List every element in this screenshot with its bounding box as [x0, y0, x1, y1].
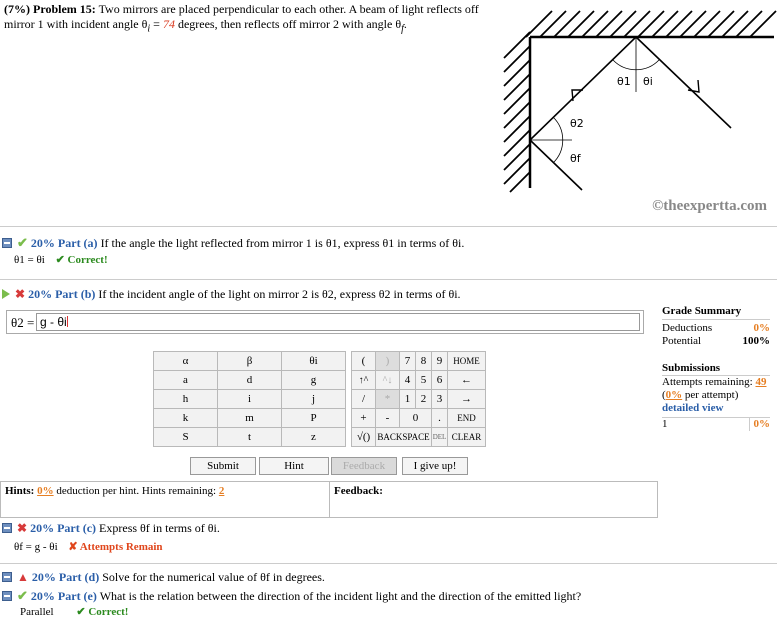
part-b-question: If the incident angle of the light on mirror 2 is θ2, express θ2 in terms of θi. — [98, 287, 461, 301]
part-c-question: Express θf in terms of θi. — [99, 521, 220, 535]
submissions-title: Submissions — [662, 362, 770, 376]
part-e-answer: Parallel ✔ Correct! — [20, 606, 129, 618]
cross-icon: ✖ — [17, 521, 28, 535]
part-e-question: What is the relation between the direction of the incident light and the direction of the emitted light? — [99, 589, 582, 603]
key-beta[interactable]: β — [218, 352, 282, 371]
checkmark-icon: ✔ — [17, 235, 28, 250]
potential-label: Potential — [662, 335, 702, 347]
key-4[interactable]: 4 — [400, 371, 416, 390]
key-p[interactable]: P — [282, 409, 346, 428]
potential-value: 100% — [742, 335, 770, 347]
key-multiply[interactable]: * — [376, 390, 400, 409]
key-j[interactable]: j — [282, 390, 346, 409]
divider — [0, 279, 777, 280]
key-del[interactable]: DEL — [432, 428, 448, 447]
answer-input[interactable]: g - θi — [36, 313, 640, 331]
grade-summary: Grade Summary Deductions 0% Potential 100% Submissions Attempts remaining: 49 (0% per attempt) detailed view 1 0% — [662, 305, 770, 430]
collapse-icon[interactable] — [2, 591, 12, 601]
key-backspace[interactable]: BACKSPACE — [376, 428, 432, 447]
cross-icon: ✖ — [15, 287, 26, 301]
give-up-button[interactable]: I give up! — [402, 457, 468, 475]
label-theta2: θ2 — [570, 117, 584, 130]
key-clear[interactable]: CLEAR — [448, 428, 486, 447]
part-a-question: If the angle the light reflected from mirror 1 is θ1, express θ1 in terms of θi. — [100, 236, 465, 250]
text-cursor — [67, 316, 68, 327]
key-7[interactable]: 7 — [400, 352, 416, 371]
attempts-remaining: 49 — [755, 376, 767, 388]
grade-summary-title: Grade Summary — [662, 305, 770, 320]
key-5[interactable]: 5 — [416, 371, 432, 390]
answer-label: θ2 = — [11, 315, 35, 330]
part-d-label: 20% Part (d) — [31, 570, 100, 584]
hints-info: Hints: 0% deduction per hint. Hints remaining: 2 — [5, 485, 225, 497]
part-b-row[interactable] — [2, 287, 461, 302]
key-right-arrow[interactable]: → — [448, 390, 486, 409]
key-9[interactable]: 9 — [432, 352, 448, 371]
label-theta1: θ1 — [617, 75, 631, 88]
key-s[interactable]: S — [154, 428, 218, 447]
hints-feedback-box — [0, 481, 658, 518]
key-minus[interactable]: - — [376, 409, 400, 428]
key-8[interactable]: 8 — [416, 352, 432, 371]
key-decimal[interactable]: . — [432, 409, 448, 428]
part-d-row[interactable] — [2, 570, 325, 585]
key-t[interactable]: t — [218, 428, 282, 447]
key-left-arrow[interactable]: ← — [448, 371, 486, 390]
label-thetaf: θf — [570, 152, 581, 165]
checkmark-icon: ✔ — [17, 588, 28, 603]
key-3[interactable]: 3 — [432, 390, 448, 409]
part-c-label: 20% Part (c) — [30, 521, 97, 535]
key-g[interactable]: g — [282, 371, 346, 390]
key-d[interactable]: d — [218, 371, 282, 390]
expand-arrow-icon[interactable] — [2, 289, 10, 299]
deductions-label: Deductions — [662, 322, 713, 334]
hint-button[interactable]: Hint — [259, 457, 329, 475]
warning-icon: ▲ — [17, 570, 29, 584]
key-m[interactable]: m — [218, 409, 282, 428]
key-z[interactable]: z — [282, 428, 346, 447]
copyright-watermark: ©theexpertta.com — [652, 198, 767, 214]
equation-keypad — [153, 351, 486, 447]
key-theta-i[interactable]: θi — [282, 352, 346, 371]
key-6[interactable]: 6 — [432, 371, 448, 390]
collapse-icon[interactable] — [2, 572, 12, 582]
collapse-icon[interactable] — [2, 238, 12, 248]
part-a-row[interactable] — [2, 235, 464, 251]
key-h[interactable]: h — [154, 390, 218, 409]
key-power-up[interactable]: ↑^ — [352, 371, 376, 390]
key-1[interactable]: 1 — [400, 390, 416, 409]
key-a[interactable]: a — [154, 371, 218, 390]
key-end[interactable]: END — [448, 409, 486, 428]
key-open-paren[interactable]: ( — [352, 352, 376, 371]
problem-weight: (7%) — [4, 2, 30, 16]
hints-remaining: 2 — [218, 485, 225, 497]
part-e-status: ✔ Correct! — [76, 606, 129, 618]
collapse-icon[interactable] — [2, 523, 12, 533]
key-i[interactable]: i — [218, 390, 282, 409]
key-0[interactable]: 0 — [400, 409, 432, 428]
problem-statement: (7%) Problem 15: Two mirrors are placed perpendicular to each other. A beam of light reflects off mirror 1 with incident angle $\theta_i = 74$ degrees, then reflects off mirror 2 with angle $\theta_f$. — [4, 2, 479, 35]
part-e-label: 20% Part (e) — [30, 589, 97, 603]
incident-angle-value: 74 — [162, 17, 175, 31]
part-e-row[interactable] — [2, 588, 581, 604]
key-k[interactable]: k — [154, 409, 218, 428]
part-d-question: Solve for the numerical value of θf in degrees. — [102, 570, 325, 584]
deductions-value: 0% — [753, 322, 770, 334]
part-c-answer: θf = g - θi ✘ Attempts Remain — [14, 541, 163, 553]
label-thetai: θi — [643, 75, 653, 88]
part-c-status: ✘ Attempts Remain — [68, 541, 163, 553]
per-attempt-deduction: 0% — [665, 389, 683, 401]
submission-row: 1 0% — [662, 418, 770, 430]
detailed-view-link[interactable]: detailed view — [662, 402, 724, 414]
feedback-label: Feedback: — [334, 485, 383, 497]
divider — [0, 226, 777, 227]
submit-button[interactable]: Submit — [190, 457, 256, 475]
key-home[interactable]: HOME — [448, 352, 486, 371]
key-power-down[interactable]: ^↓ — [376, 371, 400, 390]
key-2[interactable]: 2 — [416, 390, 432, 409]
key-sqrt[interactable]: √() — [352, 428, 376, 447]
part-a-label: 20% Part (a) — [30, 236, 98, 250]
hint-deduction: 0% — [37, 485, 54, 497]
mirror-diagram — [496, 0, 777, 218]
key-close-paren[interactable]: ) — [376, 352, 400, 371]
key-plus[interactable]: + — [352, 409, 376, 428]
key-divide[interactable]: / — [352, 390, 376, 409]
key-alpha[interactable]: α — [154, 352, 218, 371]
part-a-answer: θ1 = θi ✔ Correct! — [14, 254, 108, 266]
part-a-status: ✔ Correct! — [55, 254, 108, 266]
part-c-row[interactable] — [2, 521, 220, 536]
divider — [0, 563, 777, 564]
part-b-label: 20% Part (b) — [28, 287, 96, 301]
feedback-button[interactable]: Feedback — [331, 457, 397, 475]
answer-input-box — [6, 310, 644, 334]
problem-title: Problem 15: — [33, 2, 96, 16]
